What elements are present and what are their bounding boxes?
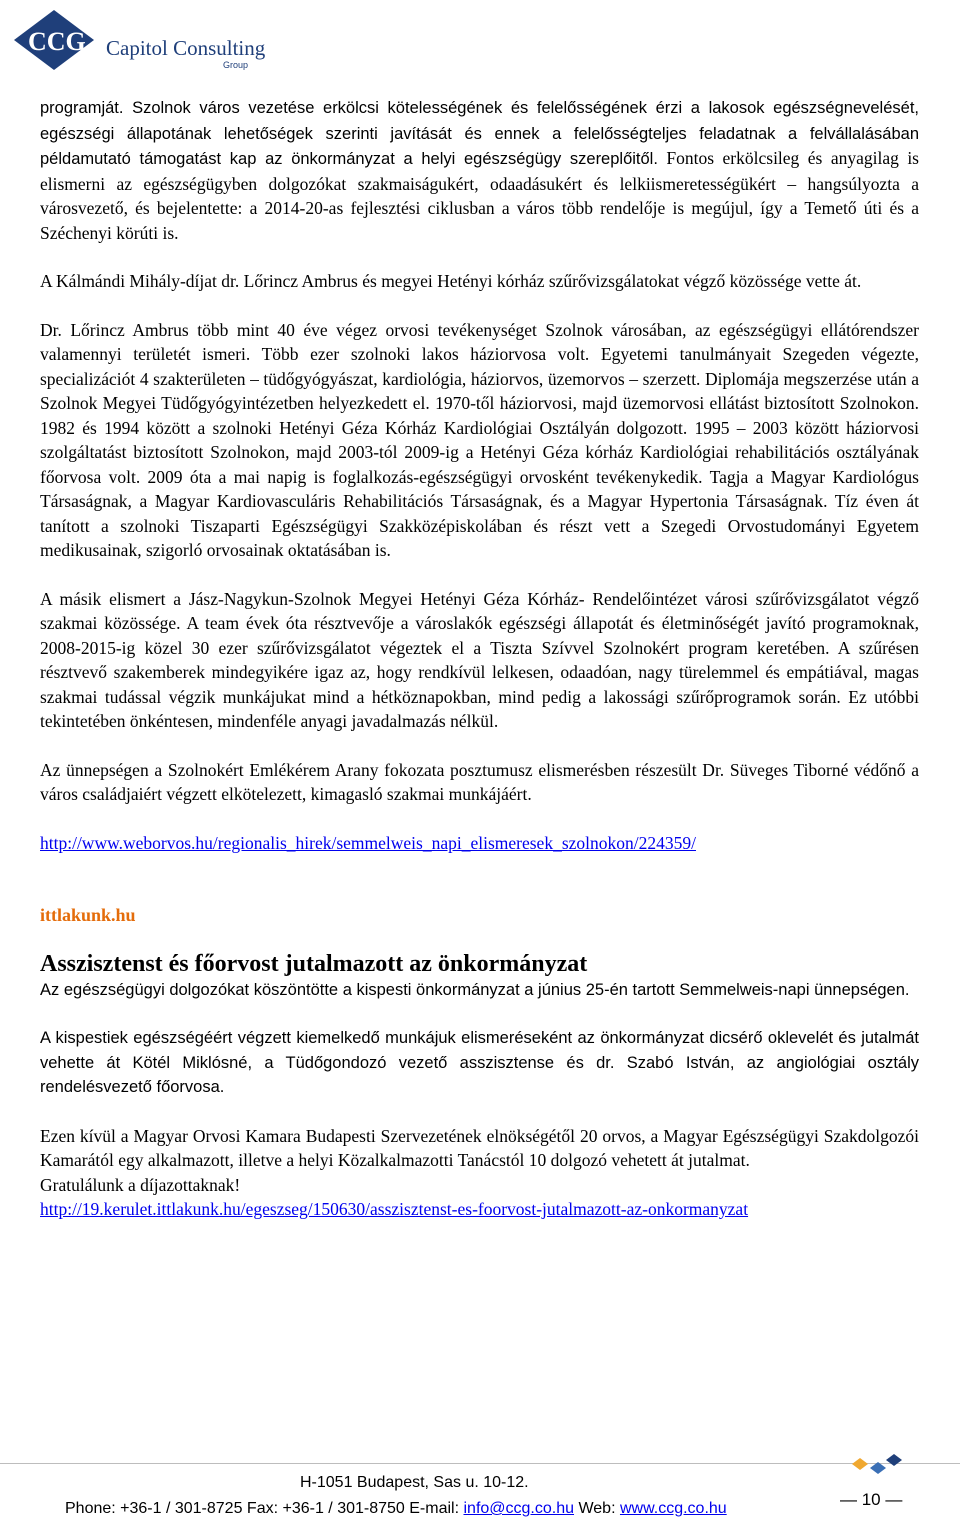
paragraph-kispest-award: A kispestiek egészségéért végzett kiemelkedő munkájuk elismeréseként az önkormányzat dicsérő oklevelét és jutalmát vehette át Kötél Miklósné, a Tüdőgondozó vezető asszisztense és dr. Szabó István, az angiológiai osztály rendelésvezető főorvosa. xyxy=(40,1029,919,1096)
paragraph-kispest-intro: Az egészségügyi dolgozókat köszöntötte a kispesti önkormányzat a június 25-én tartott Semmelweis-napi ünnepségen. xyxy=(40,980,910,999)
company-group: Group xyxy=(223,60,249,70)
paragraph-kispest-more: Ezen kívül a Magyar Orvosi Kamara Budapesti Szervezetének elnökségétől 20 orvos, a Magyar Egészségügyi Szakdolgozói Kamarától egy alkalmazott, illetve a helyi Közalkalmazotti Tanácstól 10 dolgozó vehetett át jutalmat. xyxy=(40,1125,919,1170)
source-link-weborvos[interactable]: http://www.weborvos.hu/regionalis_hirek/semmelweis_napi_elismeresek_szolnokon/224359/ xyxy=(40,832,696,853)
paragraph-award-3: Az ünnepségen a Szolnokért Emlékérem Arany fokozata posztumusz elismerésben részesült Dr. Süveges Tiborné védőnő a város családjaiért végzett elkötelezett, kimagasló szakmai munkájáért. xyxy=(40,759,919,804)
ccg-cubes-icon xyxy=(846,1452,910,1482)
paragraph-congrats: Gratulálunk a díjazottaknak! xyxy=(40,1174,241,1195)
intro-serif-text: Fontos erkölcsileg és anyagilag is elismerni az egészségügyben dolgozókat szakmaiságukért, odaadásukért és lelkiismeretességükért – hangsúlyozta a városvezető, és bejelentette: a 2014-20-as fejlesztési ciklusban a város több rendelője is megújul, így a Temető úti és a Széchenyi körúti is. xyxy=(40,148,919,243)
source-label-ittlakunk: ittlakunk.hu xyxy=(40,905,136,925)
page-number: — 10 — xyxy=(840,1490,903,1509)
company-name: Capitol Consulting xyxy=(106,36,266,60)
footer-address: H-1051 Budapest, Sas u. 10-12. xyxy=(300,1474,529,1491)
source-link-ittlakunk[interactable]: http://19.kerulet.ittlakunk.hu/egeszseg/150630/asszisztenst-es-foorvost-jutalmazott-az-onkormanyzat xyxy=(40,1199,749,1219)
paragraph-biography: Dr. Lőrincz Ambrus több mint 40 éve végez orvosi tevékenységet Szolnok városában, az egészségügyi ellátórendszer valamennyi területét ismeri. Több ezer szolnoki lakos háziorvosa volt. Egyetemi tanulmányait Szegeden végezte, specializációt 4 szakterületen – tüdőgyógyászat, kardiológia, háziorvos, üzemorvos – szerzett. Diplomája megszerzése után a Szolnok Megyei Tüdőgyógyintézetben helyezkedett el. 1970-től háziorvosi, majd üzemorvosi ellátást biztosított Szolnokon. 1982 és 1994 között a szolnoki Hetényi Géza Kórház Kardiológiai Osztályán dolgozott. 1995 – 2003 között háziorvosi szolgáltatást biztosított Szolnokon, majd 2003-tól 2009-ig a Hetényi Géza kórház Kardiológiai rehabilitációs osztályának főorvosa volt. 2009 óta a mai napig is foglalkozás-egészségügyi orvosként tevékenykedik. Tagja a Magyar Kardiológus Társaságnak, a Magyar Kardiovasculáris Rehabilitációs Társaságnak, és a Magyar Hypertonia Társaságnak. Tíz éven át tanított a szolnoki Tiszaparti Egészségügyi Szakközépiskolában és részt vett a Szegedi Orvostudományi Egyetem medikusainak, szigorló orvosainak oktatásában is. xyxy=(40,319,919,560)
intro-sans-text: programját. Szolnok város vezetése erkölcsi kötelességének és felelősségének érzi a lakosok egészségnevelését, egészségi állapotának lehetőségek szerinti javítását és ennek a felelősségteljes feladatnak a felvállalásában példamutató támogatást kap az önkormányzat a helyi egészségügy szereplőitől. xyxy=(40,99,919,168)
ccg-logo xyxy=(10,8,266,70)
paragraph-intro xyxy=(40,95,919,245)
footer-contact xyxy=(65,1500,727,1518)
paragraph-award-1: A Kálmándi Mihály-díjat dr. Lőrincz Ambrus és megyei Hetényi kórház szűrővizsgálatokat végző közössége vette át. xyxy=(40,271,862,291)
footer-web-label: Web: xyxy=(574,1500,620,1517)
footer-contact-text: Phone: +36-1 / 301-8725 Fax: +36-1 / 301-8750 E-mail: xyxy=(65,1500,464,1517)
paragraph-award-2: A másik elismert a Jász-Nagykun-Szolnok Megyei Hetényi Géza Kórház- Rendelőintézet városi szűrővizsgálatot végző szakmai közössége. A team évek óta résztvevője a városlakók egészségi állapotát és életminőségét javító programoknak, 2008-2015-ig közel 30 ezer szűrővizsgálatot végeztek el a Tiszta Szívvel Szolnokért program keretében. A szűrésen résztvevő szakemberek mindegyikére igaz az, hogy rendkívül lelkesen, odaadóan, nagy türelemmel és empátiával, magas szakmai tudással végzik munkájukat mind a hétköznapokban, mind pedig a lakossági szűrőprogramok során. Ez utóbbi tekintetében önkéntesen, mindenféle anyagi javadalmazás nélkül. xyxy=(40,588,919,731)
logo-letters: CCG xyxy=(28,27,86,56)
article-headline: Asszisztenst és főorvost jutalmazott az önkormányzat xyxy=(40,950,588,977)
document-body xyxy=(40,95,919,1222)
footer-web-link[interactable]: www.ccg.co.hu xyxy=(619,1500,727,1517)
footer-email-link[interactable]: info@ccg.co.hu xyxy=(463,1500,575,1517)
footer-divider xyxy=(0,1463,960,1464)
